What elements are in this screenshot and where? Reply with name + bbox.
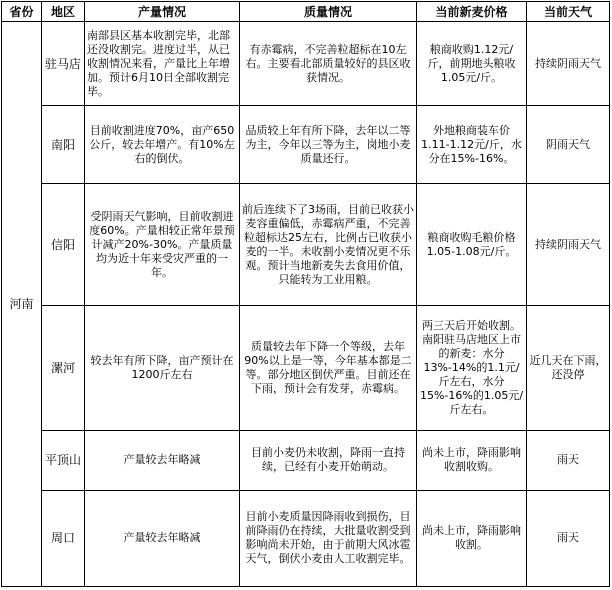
header-row <box>2 2 610 22</box>
weather-cell: 雨天 <box>527 490 610 586</box>
quality-cell: 目前小麦仍未收割，降雨一直持续，已经有小麦开始萌动。 <box>240 430 417 490</box>
weather-cell: 近几天在下雨，还没停 <box>527 306 610 430</box>
weather-cell: 持续阴雨天气 <box>527 184 610 306</box>
header-output: 产量情况 <box>85 2 240 22</box>
price-cell: 两三天后开始收割。南阳驻马店地区上市的新麦：水分13%-14%的1.1元/斤左右，水分15%-16%的1.05元/斤左右。 <box>417 306 527 430</box>
region-cell: 南阳 <box>42 106 85 184</box>
province-cell: 河南 <box>2 22 42 587</box>
table-row <box>2 306 610 430</box>
header-province: 省份 <box>2 2 42 22</box>
price-cell: 外地粮商装车价1.11-1.12元/斤，水分在15%-16%。 <box>417 106 527 184</box>
quality-cell: 前后连续下了3场雨，目前已收获小麦容重偏低，赤霉病严重，不完善粒超标达25左右，比例占已收获小麦的一半。未收割小麦情况更不乐观。预计当地新麦失去食用价值，只能转为工业用粮。 <box>240 184 417 306</box>
weather-cell: 雨天 <box>527 430 610 490</box>
header-quality: 质量情况 <box>240 2 417 22</box>
quality-cell: 质量较去年下降一个等级，去年90%以上是一等，今年基本都是二等。部分地区倒伏严重。目前还在下雨，预计会有发芽，赤霉病。 <box>240 306 417 430</box>
output-cell: 受阴雨天气影响，目前收割进度60%。产量相较正常年景预计减产20%-30%。产量质量均为近十年来受灾严重的一年。 <box>85 184 240 306</box>
table-row <box>2 430 610 490</box>
quality-cell: 品质较上年有所下降，去年以二等为主，今年以三等为主，岗地小麦质量还行。 <box>240 106 417 184</box>
output-cell: 较去年有所下降，亩产预计在1200斤左右 <box>85 306 240 430</box>
weather-cell: 持续阴雨天气 <box>527 22 610 106</box>
region-cell: 平顶山 <box>42 430 85 490</box>
header-weather: 当前天气 <box>527 2 610 22</box>
region-cell: 漯河 <box>42 306 85 430</box>
table-row <box>2 106 610 184</box>
price-cell: 粮商收购毛粮价格1.05-1.08元/斤。 <box>417 184 527 306</box>
quality-cell: 有赤霉病，不完善粒超标在10左右。主要看北部质量较好的县区收获情况。 <box>240 22 417 106</box>
output-cell: 产量较去年略减 <box>85 490 240 586</box>
weather-cell: 阴雨天气 <box>527 106 610 184</box>
price-cell: 尚未上市，降雨影响收割。 <box>417 490 527 586</box>
price-cell: 尚未上市，降雨影响收割收购。 <box>417 430 527 490</box>
output-cell: 产量较去年略减 <box>85 430 240 490</box>
table-row <box>2 184 610 306</box>
header-region: 地区 <box>42 2 85 22</box>
quality-cell: 目前小麦质量因降雨收到损伤，目前降雨仍在持续，大批量收割受到影响尚未开始，由于前期大风冰雹天气，倒伏小麦由人工收割完毕。 <box>240 490 417 586</box>
output-cell: 南部县区基本收割完毕，北部还没收割完。进度过半，从已收割情况来看，产量比上年增加。预计6月10日全部收割完毕。 <box>85 22 240 106</box>
table-row <box>2 22 610 106</box>
region-cell: 信阳 <box>42 184 85 306</box>
region-cell: 周口 <box>42 490 85 586</box>
price-cell: 粮商收购1.12元/斤，前期地头粮收1.05元/斤。 <box>417 22 527 106</box>
table-row <box>2 490 610 586</box>
wheat-report-table <box>1 1 610 587</box>
header-price: 当前新麦价格 <box>417 2 527 22</box>
output-cell: 目前收割进度70%，亩产650公斤，较去年增产。有10%左右的倒伏。 <box>85 106 240 184</box>
region-cell: 驻马店 <box>42 22 85 106</box>
